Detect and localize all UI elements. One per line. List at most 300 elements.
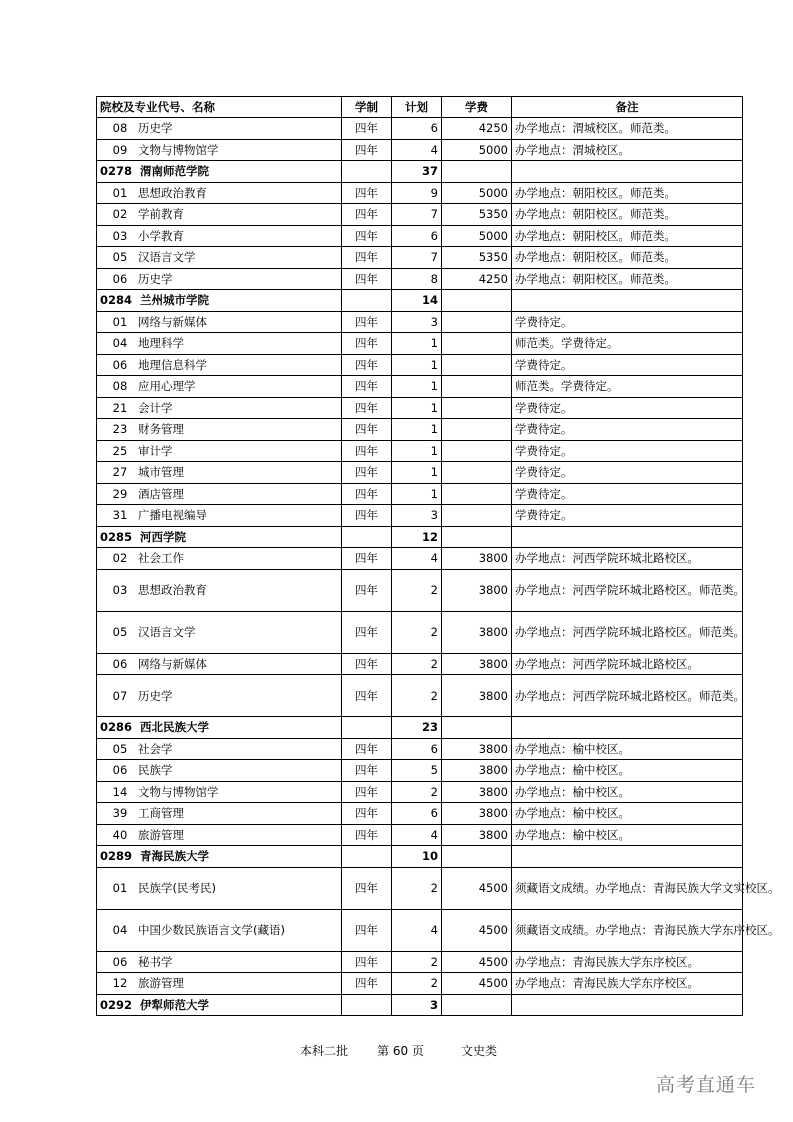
major-code: 04: [112, 336, 128, 351]
major-plan: 9: [392, 182, 442, 204]
major-row: [97, 333, 743, 355]
major-code: 06: [112, 271, 128, 286]
major-fee: 4250: [442, 268, 512, 290]
school-cell: [97, 994, 342, 1016]
major-plan: 7: [392, 204, 442, 226]
major-plan: 1: [392, 333, 442, 355]
major-name: 民族学(民考民): [138, 881, 216, 895]
major-row: [97, 569, 743, 611]
major-plan: 2: [392, 569, 442, 611]
footer-batch: 本科二批: [300, 1044, 349, 1058]
major-row: [97, 118, 743, 140]
school-code: 0292: [100, 997, 133, 1012]
major-duration: 四年: [342, 867, 392, 909]
major-code: 05: [112, 250, 128, 265]
major-duration: 四年: [342, 376, 392, 398]
major-plan: 6: [392, 738, 442, 760]
major-plan: 8: [392, 268, 442, 290]
school-fee: [442, 526, 512, 548]
major-fee: [442, 419, 512, 441]
school-note: [512, 290, 743, 312]
major-note: 办学地点：榆中校区。: [512, 803, 743, 825]
major-fee: 3800: [442, 653, 512, 675]
major-code: 09: [112, 142, 128, 157]
school-row: [97, 717, 743, 739]
major-duration: 四年: [342, 182, 392, 204]
major-cell: [97, 738, 342, 760]
major-row: [97, 397, 743, 419]
major-plan: 6: [392, 803, 442, 825]
major-cell: [97, 675, 342, 717]
major-name: 文物与博物馆学: [138, 142, 219, 157]
major-note: 学费待定。: [512, 483, 743, 505]
major-cell: [97, 824, 342, 846]
major-duration: 四年: [342, 951, 392, 973]
school-plan: 3: [392, 994, 442, 1016]
school-fee: [442, 717, 512, 739]
major-note: 学费待定。: [512, 440, 743, 462]
major-name: 汉语言文学: [138, 625, 196, 639]
major-plan: 2: [392, 973, 442, 995]
major-duration: 四年: [342, 440, 392, 462]
major-cell: [97, 973, 342, 995]
school-cell: [97, 526, 342, 548]
school-plan: 12: [392, 526, 442, 548]
major-plan: 2: [392, 653, 442, 675]
major-name: 财务管理: [138, 422, 184, 437]
major-duration: 四年: [342, 653, 392, 675]
major-fee: 4500: [442, 867, 512, 909]
major-duration: 四年: [342, 311, 392, 333]
major-note: 须藏语文成绩。办学地点：青海民族大学文实校区。: [512, 867, 743, 909]
school-row: [97, 526, 743, 548]
major-code: 39: [112, 806, 128, 821]
school-row: [97, 846, 743, 868]
major-name: 文物与博物馆学: [138, 784, 219, 799]
major-note: 办学地点：榆中校区。: [512, 738, 743, 760]
major-code: 06: [112, 357, 128, 372]
school-fee: [442, 846, 512, 868]
table-body: [97, 118, 780, 1016]
major-duration: 四年: [342, 419, 392, 441]
major-note: 办学地点：河西学院环城北路校区。: [512, 653, 743, 675]
major-plan: 1: [392, 462, 442, 484]
major-plan: 4: [392, 139, 442, 161]
major-code: 03: [112, 583, 128, 597]
major-note: 办学地点：朝阳校区。师范类。: [512, 247, 743, 269]
major-cell: [97, 397, 342, 419]
school-plan: 10: [392, 846, 442, 868]
major-plan: 6: [392, 225, 442, 247]
major-fee: 3800: [442, 738, 512, 760]
major-cell: [97, 781, 342, 803]
major-code: 08: [112, 121, 128, 136]
major-duration: 四年: [342, 225, 392, 247]
major-note: 须藏语文成绩。办学地点：青海民族大学东序校区。: [512, 909, 743, 951]
major-note: 学费待定。: [512, 311, 743, 333]
major-code: 04: [112, 923, 128, 937]
major-code: 05: [112, 741, 128, 756]
major-row: [97, 675, 743, 717]
major-note: 办学地点：渭城校区。: [512, 139, 743, 161]
major-fee: [442, 483, 512, 505]
major-code: 25: [112, 443, 128, 458]
major-name: 历史学: [138, 688, 173, 703]
major-duration: 四年: [342, 909, 392, 951]
major-row: [97, 973, 743, 995]
school-note: [512, 717, 743, 739]
major-cell: [97, 139, 342, 161]
major-note: 学费待定。: [512, 505, 743, 527]
major-fee: 3800: [442, 548, 512, 570]
header-name: 院校及专业代号、名称: [97, 97, 342, 118]
major-code: 27: [112, 465, 128, 480]
school-name: 河西学院: [140, 529, 186, 544]
school-duration: [342, 717, 392, 739]
major-cell: [97, 204, 342, 226]
major-plan: 1: [392, 376, 442, 398]
footer-page: 第 60 页: [377, 1044, 424, 1058]
major-plan: 4: [392, 548, 442, 570]
major-plan: 6: [392, 118, 442, 140]
major-row: [97, 139, 743, 161]
major-name: 网络与新媒体: [138, 314, 207, 329]
major-cell: [97, 333, 342, 355]
major-note: 办学地点：河西学院环城北路校区。师范类。: [512, 675, 743, 717]
major-fee: 4500: [442, 951, 512, 973]
major-row: [97, 440, 743, 462]
major-name: 汉语言文学: [138, 250, 196, 265]
major-duration: 四年: [342, 247, 392, 269]
school-duration: [342, 846, 392, 868]
major-row: [97, 760, 743, 782]
major-cell: [97, 653, 342, 675]
major-code: 07: [112, 688, 128, 703]
major-note: 办学地点：榆中校区。: [512, 781, 743, 803]
major-fee: [442, 462, 512, 484]
major-cell: [97, 440, 342, 462]
school-duration: [342, 994, 392, 1016]
major-cell: [97, 247, 342, 269]
major-duration: 四年: [342, 397, 392, 419]
major-duration: 四年: [342, 483, 392, 505]
major-code: 29: [112, 486, 128, 501]
major-note: 学费待定。: [512, 354, 743, 376]
major-note: 学费待定。: [512, 419, 743, 441]
major-cell: [97, 611, 342, 653]
school-row: [97, 161, 743, 183]
major-row: [97, 803, 743, 825]
major-row: [97, 483, 743, 505]
header-note: 备注: [512, 97, 743, 118]
major-fee: 3800: [442, 569, 512, 611]
major-row: [97, 824, 743, 846]
major-duration: 四年: [342, 824, 392, 846]
header-duration: 学制: [342, 97, 392, 118]
major-row: [97, 951, 743, 973]
major-note: 办学地点：朝阳校区。师范类。: [512, 182, 743, 204]
major-cell: [97, 311, 342, 333]
school-note: [512, 994, 743, 1016]
major-fee: 4500: [442, 973, 512, 995]
school-code: 0289: [100, 849, 133, 864]
major-cell: [97, 951, 342, 973]
school-code: 0278: [100, 164, 133, 179]
major-name: 秘书学: [138, 954, 173, 969]
major-name: 思想政治教育: [138, 185, 207, 200]
major-fee: 4500: [442, 909, 512, 951]
major-fee: 5000: [442, 139, 512, 161]
major-name: 思想政治教育: [138, 583, 207, 597]
major-duration: 四年: [342, 760, 392, 782]
major-plan: 3: [392, 311, 442, 333]
major-name: 审计学: [138, 443, 173, 458]
major-name: 旅游管理: [138, 976, 184, 991]
major-fee: 4250: [442, 118, 512, 140]
major-row: [97, 548, 743, 570]
school-note: [512, 526, 743, 548]
major-row: [97, 419, 743, 441]
major-fee: 3800: [442, 781, 512, 803]
major-note: 办学地点：朝阳校区。师范类。: [512, 225, 743, 247]
major-plan: 2: [392, 867, 442, 909]
major-name: 中国少数民族语言文学(藏语): [138, 923, 285, 937]
major-duration: 四年: [342, 505, 392, 527]
major-cell: [97, 760, 342, 782]
school-cell: [97, 717, 342, 739]
major-fee: [442, 354, 512, 376]
major-row: [97, 738, 743, 760]
major-cell: [97, 354, 342, 376]
major-cell: [97, 483, 342, 505]
major-plan: 7: [392, 247, 442, 269]
major-fee: [442, 333, 512, 355]
major-duration: 四年: [342, 675, 392, 717]
major-cell: [97, 419, 342, 441]
major-code: 06: [112, 656, 128, 671]
major-row: [97, 909, 743, 951]
major-cell: [97, 462, 342, 484]
major-row: [97, 204, 743, 226]
admission-plan-table: [96, 96, 780, 1016]
major-code: 08: [112, 379, 128, 394]
major-plan: 1: [392, 397, 442, 419]
major-note: 办学地点：青海民族大学东序校区。: [512, 951, 743, 973]
major-row: [97, 376, 743, 398]
school-plan: 14: [392, 290, 442, 312]
major-duration: 四年: [342, 781, 392, 803]
school-plan: 23: [392, 717, 442, 739]
major-code: 12: [112, 976, 128, 991]
major-duration: 四年: [342, 139, 392, 161]
major-duration: 四年: [342, 462, 392, 484]
major-row: [97, 354, 743, 376]
major-duration: 四年: [342, 268, 392, 290]
school-row: [97, 994, 743, 1016]
major-duration: 四年: [342, 973, 392, 995]
major-name: 网络与新媒体: [138, 656, 207, 671]
major-cell: [97, 867, 342, 909]
header-plan: 计划: [392, 97, 442, 118]
major-code: 01: [112, 881, 128, 895]
major-duration: 四年: [342, 204, 392, 226]
major-fee: 5350: [442, 204, 512, 226]
major-plan: 2: [392, 675, 442, 717]
major-cell: [97, 803, 342, 825]
major-row: [97, 653, 743, 675]
major-duration: 四年: [342, 803, 392, 825]
major-cell: [97, 225, 342, 247]
major-code: 40: [112, 827, 128, 842]
major-code: 05: [112, 625, 128, 639]
major-code: 02: [112, 207, 128, 222]
major-fee: 3800: [442, 803, 512, 825]
major-name: 应用心理学: [138, 379, 196, 394]
major-note: 办学地点：河西学院环城北路校区。: [512, 548, 743, 570]
major-note: 办学地点：朝阳校区。师范类。: [512, 268, 743, 290]
major-name: 地理科学: [138, 336, 184, 351]
major-name: 城市管理: [138, 465, 184, 480]
major-plan: 1: [392, 354, 442, 376]
major-name: 历史学: [138, 121, 173, 136]
major-note: 办学地点：榆中校区。: [512, 760, 743, 782]
major-fee: 3800: [442, 611, 512, 653]
major-name: 历史学: [138, 271, 173, 286]
major-row: [97, 182, 743, 204]
major-fee: 3800: [442, 824, 512, 846]
major-name: 会计学: [138, 400, 173, 415]
major-name: 社会学: [138, 741, 173, 756]
school-duration: [342, 161, 392, 183]
major-row: [97, 611, 743, 653]
major-note: 师范类。学费待定。: [512, 376, 743, 398]
major-fee: 5000: [442, 182, 512, 204]
school-cell: [97, 846, 342, 868]
watermark: 高考直通车: [656, 1074, 757, 1096]
school-duration: [342, 290, 392, 312]
school-note: [512, 846, 743, 868]
major-name: 旅游管理: [138, 827, 184, 842]
major-cell: [97, 548, 342, 570]
major-name: 地理信息科学: [138, 357, 207, 372]
major-plan: 1: [392, 483, 442, 505]
major-code: 02: [112, 551, 128, 566]
major-code: 06: [112, 954, 128, 969]
major-note: 办学地点：河西学院环城北路校区。师范类。: [512, 611, 743, 653]
major-row: [97, 505, 743, 527]
major-row: [97, 867, 743, 909]
major-name: 广播电视编导: [138, 508, 207, 523]
major-note: 学费待定。: [512, 397, 743, 419]
major-cell: [97, 182, 342, 204]
major-row: [97, 781, 743, 803]
major-name: 民族学: [138, 763, 173, 778]
major-code: 21: [112, 400, 128, 415]
major-note: 办学地点：朝阳校区。师范类。: [512, 204, 743, 226]
major-cell: [97, 909, 342, 951]
major-plan: 2: [392, 951, 442, 973]
major-fee: [442, 311, 512, 333]
major-cell: [97, 505, 342, 527]
major-note: 师范类。学费待定。: [512, 333, 743, 355]
major-fee: [442, 376, 512, 398]
major-code: 01: [112, 185, 128, 200]
major-code: 01: [112, 314, 128, 329]
major-cell: [97, 118, 342, 140]
school-name: 青海民族大学: [140, 849, 209, 864]
major-row: [97, 225, 743, 247]
major-plan: 1: [392, 440, 442, 462]
major-duration: 四年: [342, 738, 392, 760]
school-code: 0286: [100, 720, 133, 735]
school-plan: 37: [392, 161, 442, 183]
major-cell: [97, 569, 342, 611]
major-fee: 3800: [442, 675, 512, 717]
school-code: 0284: [100, 293, 133, 308]
school-name: 兰州城市学院: [140, 293, 209, 308]
major-plan: 3: [392, 505, 442, 527]
major-duration: 四年: [342, 548, 392, 570]
school-code: 0285: [100, 529, 133, 544]
major-code: 31: [112, 508, 128, 523]
school-fee: [442, 290, 512, 312]
major-plan: 2: [392, 611, 442, 653]
major-note: 办学地点：青海民族大学东序校区。: [512, 973, 743, 995]
major-code: 03: [112, 228, 128, 243]
major-duration: 四年: [342, 333, 392, 355]
major-row: [97, 462, 743, 484]
major-plan: 5: [392, 760, 442, 782]
major-plan: 1: [392, 419, 442, 441]
major-plan: 2: [392, 781, 442, 803]
footer-category: 文史类: [461, 1044, 498, 1058]
major-plan: 4: [392, 909, 442, 951]
school-fee: [442, 994, 512, 1016]
major-name: 酒店管理: [138, 486, 184, 501]
school-row: [97, 290, 743, 312]
major-duration: 四年: [342, 118, 392, 140]
major-row: [97, 268, 743, 290]
major-duration: 四年: [342, 611, 392, 653]
major-fee: [442, 440, 512, 462]
school-name: 伊犁师范大学: [140, 997, 209, 1012]
major-fee: 5000: [442, 225, 512, 247]
major-note: 办学地点：榆中校区。: [512, 824, 743, 846]
major-fee: [442, 505, 512, 527]
major-fee: [442, 397, 512, 419]
major-plan: 4: [392, 824, 442, 846]
school-cell: [97, 161, 342, 183]
school-note: [512, 161, 743, 183]
major-name: 工商管理: [138, 806, 184, 821]
school-name: 西北民族大学: [140, 720, 209, 735]
school-cell: [97, 290, 342, 312]
school-name: 渭南师范学院: [140, 164, 209, 179]
major-cell: [97, 268, 342, 290]
major-note: 办学地点：河西学院环城北路校区。师范类。: [512, 569, 743, 611]
major-fee: 3800: [442, 760, 512, 782]
header-fee: 学费: [442, 97, 512, 118]
major-note: 办学地点：渭城校区。师范类。: [512, 118, 743, 140]
major-code: 14: [112, 784, 128, 799]
major-row: [97, 311, 743, 333]
major-code: 06: [112, 763, 128, 778]
major-name: 社会工作: [138, 551, 184, 566]
major-code: 23: [112, 422, 128, 437]
school-duration: [342, 526, 392, 548]
major-duration: 四年: [342, 569, 392, 611]
school-fee: [442, 161, 512, 183]
